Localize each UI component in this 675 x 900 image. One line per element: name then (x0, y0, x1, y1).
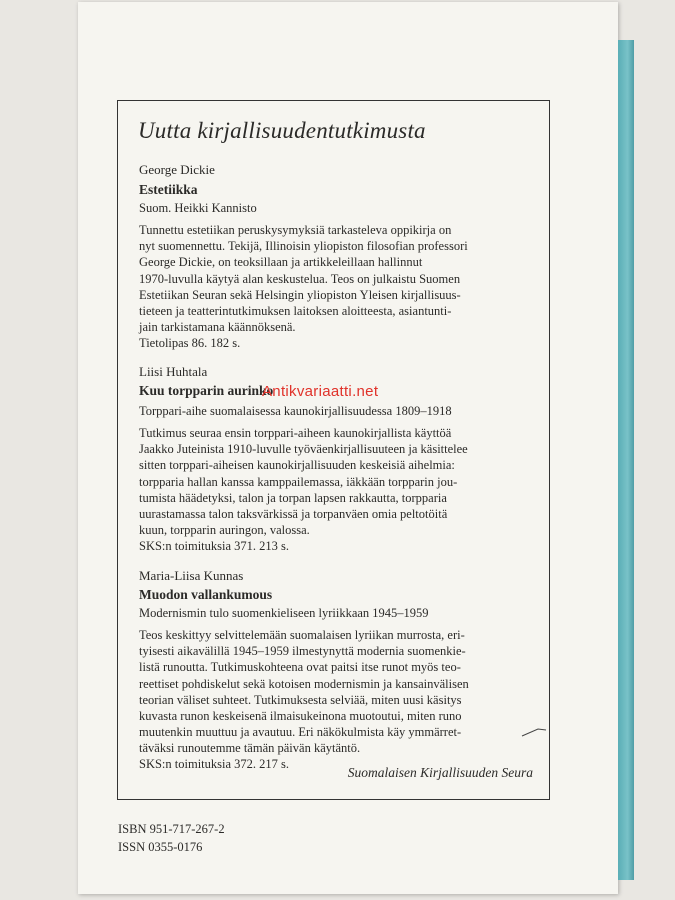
description-line: uurastamassa talon taksvärkissä ja torpanväen omia peltotöitä (139, 507, 448, 522)
book-spine (618, 40, 634, 880)
book-3-description (139, 627, 532, 757)
publisher-name: Suomalaisen Kirjallisuuden Seura (347, 765, 533, 780)
book-2-title: Kuu torpparin aurinko (139, 383, 274, 398)
description-line: tieteen ja teatterintutkimuksen laitoksen aloitteesta, asiantunti- (139, 304, 452, 319)
description-line: muutenkin muuttuu ja avautuu. Eri näkökulmista käy ymmärret- (139, 725, 462, 740)
description-line: Tutkimus seuraa ensin torppari-aiheen kaunokirjallista käyttöä (139, 426, 452, 440)
book-2-author: Liisi Huhtala (139, 364, 208, 379)
description-line: Jaakko Juteinista 1910-luvulle työväenkirjallisuuteen ja käsittelee (139, 442, 468, 457)
description-line: jain tarkistamana käännöksenä. (139, 320, 296, 335)
description-line: teorian väliset suhteet. Tutkimuksesta selviää, miten uusi käsitys (139, 692, 462, 707)
description-line: sitten torppari-aiheisen kaunokirjallisuuden keskeisiä aihelmia: (139, 458, 455, 473)
book-2-pubinfo: SKS:n toimituksia 371. 213 s. (139, 539, 290, 553)
book-3-pubinfo: SKS:n toimituksia 372. 217 s. (139, 757, 290, 771)
description-line: torpparia hallan kanssa kamppailemassa, iäkkään torpparin jou- (139, 474, 458, 489)
book-2-description (139, 425, 532, 538)
description-line: reettiset pohdiskelut sekä kotoisen modernismin ja kansainvälisen (139, 676, 469, 691)
description-line: nyt suomennettu. Tekijä, Illinoisin yliopiston filosofian professori (139, 239, 468, 254)
description-line: Estetiikan Seuran sekä Helsingin yliopiston Yleisen kirjallisuus- (139, 287, 461, 302)
book-3-title: Muodon vallankumous (139, 587, 273, 602)
book-1-description (139, 222, 532, 335)
description-line: 1970-luvulla käytyä alan keskustelua. Teos on julkaistu Suomen (139, 271, 461, 286)
book-3-author: Maria-Liisa Kunnas (139, 568, 244, 583)
description-line: Tunnettu estetiikan peruskysymyksiä tarkasteleva oppikirja on (139, 223, 452, 237)
issn: ISSN 0355-0176 (118, 840, 203, 854)
book-1-author: George Dickie (139, 162, 215, 177)
book-3-subtitle: Modernismin tulo suomenkieliseen lyriikkaan 1945–1959 (139, 606, 429, 620)
book-1-subtitle: Suom. Heikki Kannisto (139, 201, 257, 215)
description-line: Teos keskittyy selvittelemään suomalaisen lyriikan murrosta, eri- (139, 628, 465, 642)
book-1-pubinfo: Tietolipas 86. 182 s. (139, 336, 241, 350)
description-line: täväksi runoutemme tämän päivän käytäntö. (139, 741, 361, 756)
description-line: George Dickie, on teoksillaan ja artikkeleillaan hallinnut (139, 255, 423, 270)
pen-mark (520, 724, 550, 742)
watermark-text: Antikvariaatti.net (262, 383, 379, 400)
description-line: listä runoutta. Tutkimuskohteena ovat paitsi itse runot myös teo- (139, 660, 461, 675)
description-line: kuvasta runon keskeisenä ilmaisukeinona muotoutui, miten runo (139, 709, 462, 724)
book-1-title: Estetiikka (139, 182, 198, 197)
description-line: kuun, torpparin auringon, valossa. (139, 523, 310, 538)
description-line: tyisesti aikavälillä 1945–1959 ilmestynyttä modernia suomenkie- (139, 644, 466, 659)
description-line: tumista häädetyksi, talon ja torpan lapsen rakkautta, torpparia (139, 490, 447, 505)
book-2-subtitle: Torppari-aihe suomalaisessa kaunokirjallisuudessa 1809–1918 (139, 404, 452, 418)
isbn: ISBN 951-717-267-2 (118, 822, 225, 836)
series-title: Uutta kirjallisuudentutkimusta (138, 118, 426, 143)
